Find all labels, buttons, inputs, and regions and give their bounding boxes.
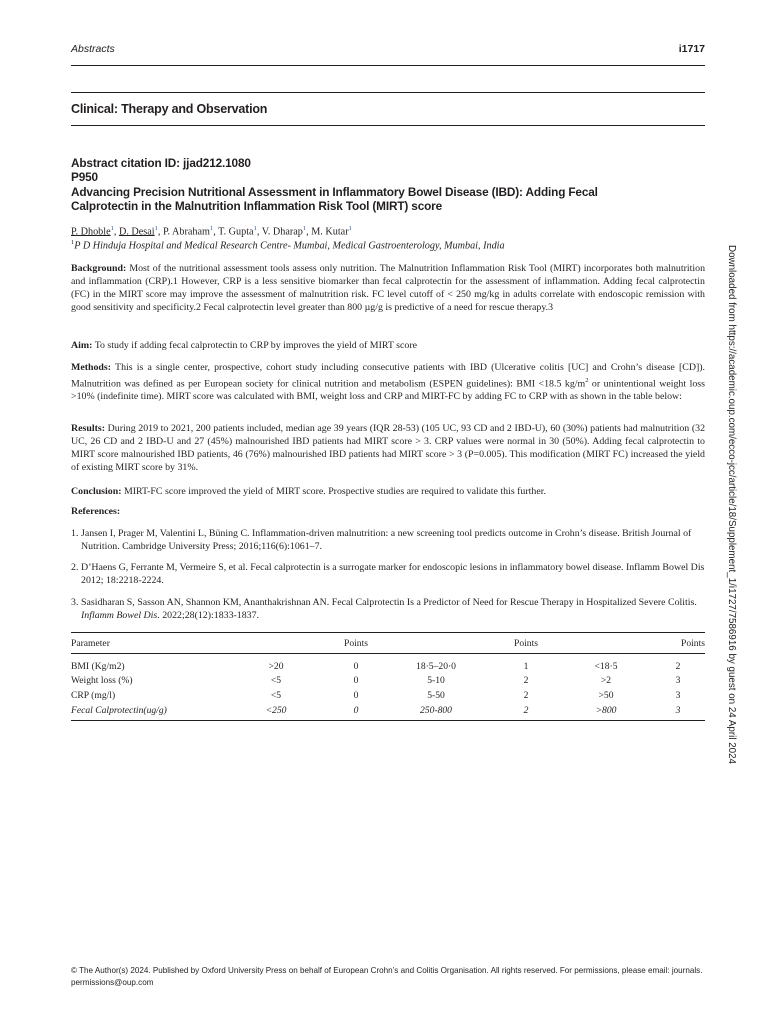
affiliation-text: P D Hinduja Hospital and Medical Research Centre- Mumbai, Medical Gastroenterology, Mumbai, India — [74, 240, 505, 252]
table-row — [71, 688, 705, 703]
table-cell: 0 — [353, 675, 359, 687]
affiliation-marker: 1 — [110, 225, 114, 232]
permissions-email-link[interactable]: permissions@oup.com — [71, 977, 154, 987]
reference-text-part: Sasidharan S, Sasson AN, Shannon KM, Ananthakrishnan AN. Fecal Calprotectin Is a Predictor of Need for Rescue Therapy in Hospitalized Severe Colitis. — [81, 597, 697, 608]
affiliation-marker: 1 — [71, 239, 75, 246]
column-header: Parameter — [71, 633, 221, 654]
table-cell: Fecal Calprotectin(ug/g) — [71, 703, 221, 721]
conclusion-label: Conclusion: — [71, 486, 122, 497]
author-link[interactable]: P. Dhoble — [71, 226, 111, 238]
mirt-points-table — [71, 632, 705, 721]
affiliation-marker: 1 — [253, 225, 257, 232]
table-header-row — [71, 633, 705, 654]
author-name: V. Dharap — [261, 226, 303, 238]
methods-label: Methods: — [71, 362, 112, 373]
table-cell: 3 — [651, 703, 705, 721]
column-header: Points — [491, 633, 561, 654]
background-label: Background: — [71, 263, 127, 274]
reference-text: Jansen I, Prager M, Valentini L, Büning C. Inflammation-driven malnutrition: a new screening tool predicts outcome in Crohn’s disease. British Journal of Nutrition. Cambridge University Press; 2016;116(6):1061–7. — [81, 528, 692, 552]
author-name: M. Kutar — [311, 226, 349, 238]
column-header — [561, 633, 651, 654]
affiliation — [71, 236, 705, 253]
aim-text: To study if adding fecal calprotectin to CRP by improves the yield of MIRT score — [94, 340, 418, 351]
table-cell: <5 — [270, 675, 282, 687]
section-title: Clinical: Therapy and Observation — [71, 102, 268, 116]
results-paragraph — [71, 423, 705, 475]
author-name: D. Desai — [118, 226, 155, 238]
download-watermark: Downloaded from https://academic.oup.com/ecco-jcc/article/18/Supplement_1/i1727/7586916 by guest on 24 April 2024 — [726, 245, 737, 765]
table-row — [71, 654, 705, 674]
background-paragraph — [71, 263, 705, 315]
methods-paragraph — [71, 362, 705, 404]
reference-text: D’Haens G, Ferrante M, Vermeire S, et al. Fecal calprotectin is a surrogate marker for endoscopic lesions in inflammatory bowel disease. Inflamm Bowel Dis 2012; 18:2218-2224. — [81, 562, 705, 586]
table-cell: 0 — [353, 689, 359, 701]
page-number: i1717 — [678, 43, 705, 55]
table-cell: Weight loss (%) — [71, 675, 133, 687]
table-cell: 3 — [675, 675, 681, 687]
references-label: References: — [71, 506, 121, 517]
affiliation-marker: 1 — [302, 225, 307, 232]
results-text: During 2019 to 2021, 200 patients included, median age 39 years (IQR 28-53) (105 UC, 93 CD and 2 IBD-U), 60 (30%) patients had malnutrition (32 UC, 26 CD and 2 IBD-U and 27 (45%) malnourished IBD patients had MIRT score > 3. CRP values were normal in 30 (50%). Adding fecal calprotectin to MIRT score malnourished IBD patients, 46 (76%) malnourished IBD patients had MIRT score > 3 (P=0.005). This modification (MIRT FC) increased the yield of existing MIRT score by 31%. — [71, 423, 706, 473]
table-cell: >800 — [561, 703, 651, 721]
background-text: Most of the nutritional assessment tools assess only nutrition. The Malnutrition Inflammation Risk Tool (MIRT) incorporates both malnutrition and inflammation (CRP).1 However, CRP is a less sensitive biomarker than fecal calprotectin for the assessment of inflammation. Adding fecal calprotectin (FC) in the MIRT score may improve the assessment of malnutrition risk. FC level cutoff of < 250 mg/kg in adults correlate with endoscopic remission with good sensitivity and specificity.2 Fecal calprotectin level greater than 800 µg/g is predictive of a need for rescue therapy.3 — [71, 263, 706, 313]
table-cell: 2 — [675, 660, 681, 672]
poster-id: P950 — [71, 170, 98, 185]
abstract-title-block — [71, 156, 705, 214]
table-cell: <250 — [221, 703, 331, 721]
author-name: P. Abraham — [162, 226, 210, 238]
table-row — [71, 674, 705, 689]
affiliation-marker: 1 — [209, 225, 214, 232]
section-band — [71, 92, 705, 126]
table-cell: 250-800 — [381, 703, 491, 721]
table-cell: 3 — [675, 689, 681, 701]
copyright-line: © The Author(s) 2024. Published by Oxford University Press on behalf of European Crohn’s and Colitis Organisation. All rights reserved. For permissions, please email: journals. — [71, 966, 703, 975]
table-cell: <18·5 — [594, 660, 618, 672]
methods-text: This is a single center, prospective, cohort study including consecutive patients with IBD (Ulcerative colitis [UC] and Crohn’s disease [CD]). Malnutrition was defined as per European society for clinical nutrition and metabolism (ESPEN guidelines): BMI <18.5 kg/m — [71, 362, 705, 390]
table-cell: <5 — [270, 689, 282, 701]
table-cell: 0 — [353, 660, 359, 672]
table-cell: >2 — [600, 675, 612, 687]
reference-number: 2. — [71, 562, 79, 573]
table-cell: BMI (Kg/m2) — [71, 660, 125, 672]
aim-paragraph — [71, 340, 705, 353]
reference-item — [71, 528, 705, 554]
table-cell: 0 — [331, 703, 381, 721]
results-label: Results: — [71, 423, 106, 434]
table-cell: 2 — [523, 675, 529, 687]
conclusion-paragraph — [71, 486, 705, 499]
abstract-title-line-1: Advancing Precision Nutritional Assessment in Inflammatory Bowel Disease (IBD): Adding Fecal — [71, 184, 598, 199]
reference-journal: Inflamm Bowel Dis — [81, 609, 158, 621]
aim-label: Aim: — [71, 340, 93, 351]
table-cell: CRP (mg/l) — [71, 689, 116, 701]
table-cell: 5-50 — [427, 689, 445, 701]
table-cell: >20 — [268, 660, 284, 672]
author-name: T. Gupta — [218, 226, 254, 238]
methods-text-continued: or unintentional weight loss >10% (indefinite time). MIRT score was calculated with BMI, weight loss and CRP and MIRT-FC by adding FC to CRP with as shown in the table below: — [71, 378, 705, 403]
column-header — [221, 633, 331, 654]
affiliation-marker: 1 — [348, 225, 352, 232]
table-cell: 1 — [523, 660, 529, 672]
reference-number: 1. — [71, 528, 79, 539]
table-cell: 2 — [491, 703, 561, 721]
table-cell: 2 — [523, 689, 529, 701]
journal-section-name: Abstracts — [71, 43, 115, 55]
references-heading — [71, 506, 705, 519]
table-cell: >50 — [598, 689, 614, 701]
table-row — [71, 703, 705, 721]
column-header — [381, 633, 491, 654]
running-header — [71, 43, 705, 66]
column-header: Points — [331, 633, 381, 654]
reference-item — [71, 597, 705, 623]
methods-superscript: 2 — [585, 376, 589, 384]
reference-text — [81, 597, 705, 623]
table-cell: 5-10 — [427, 675, 445, 687]
affiliation-marker: 1 — [154, 225, 158, 232]
reference-item — [71, 562, 705, 588]
copyright-footer — [71, 965, 705, 988]
table-cell: 18·5–20·0 — [416, 660, 456, 672]
conclusion-text: MIRT-FC score improved the yield of MIRT score. Prospective studies are required to validate this further. — [123, 486, 546, 497]
column-header: Points — [651, 633, 705, 654]
citation-id: Abstract citation ID: jjad212.1080 — [71, 156, 251, 170]
author-list: P. Dhoble$^1$, D. Desai$^1$, P. Abraham$^1$, T. Gupta$^1$, V. Dharap$^1$, M. Kutar$^1$ — [71, 225, 352, 238]
reference-number: 3. — [71, 597, 79, 608]
abstract-title-line-2: Calprotectin in the Malnutrition Inflammation Risk Tool (MIRT) score — [71, 199, 443, 214]
reference-text-part: . 2022;28(12):1833-1837. — [157, 609, 260, 621]
